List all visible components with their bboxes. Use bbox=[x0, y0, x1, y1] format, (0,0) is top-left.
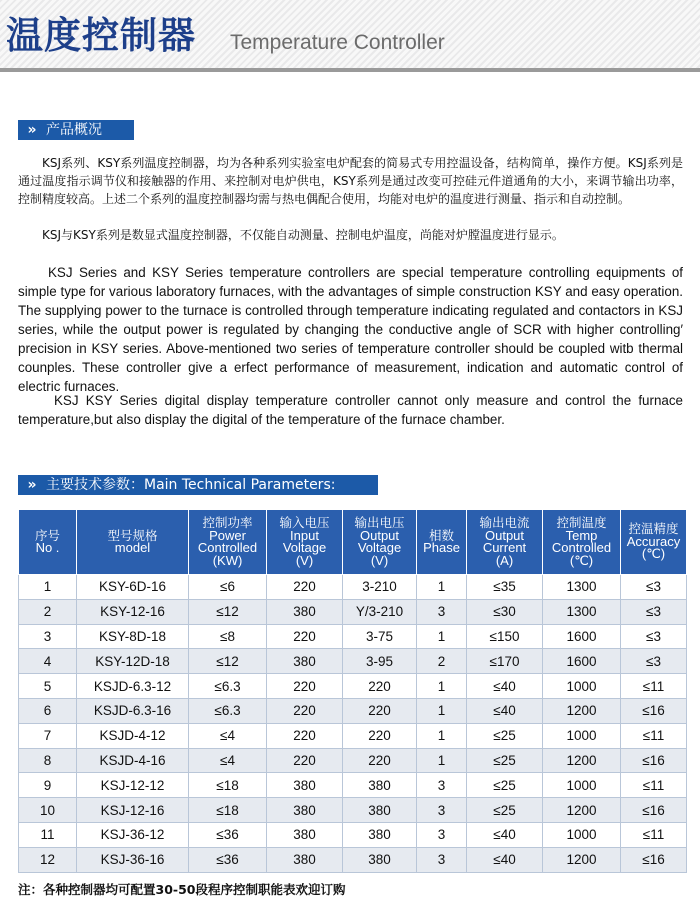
header-model bbox=[77, 510, 189, 575]
cell-power: ≤4 bbox=[189, 748, 267, 773]
cell-temp: 1300 bbox=[543, 575, 621, 600]
cell-power: ≤18 bbox=[189, 798, 267, 823]
cell-model: KSJ-12-12 bbox=[77, 773, 189, 798]
cell-input-voltage: 220 bbox=[267, 624, 343, 649]
cell-input-voltage: 220 bbox=[267, 748, 343, 773]
cell-output-current: ≤150 bbox=[467, 624, 543, 649]
cell-accuracy: ≤11 bbox=[621, 674, 687, 699]
cell-no: 2 bbox=[19, 599, 77, 624]
cell-no: 6 bbox=[19, 698, 77, 723]
cell-output-voltage: 220 bbox=[343, 698, 417, 723]
cell-output-voltage: Y/3-210 bbox=[343, 599, 417, 624]
header-input-voltage bbox=[267, 510, 343, 575]
header-en: Voltage bbox=[357, 540, 402, 555]
header-en: Temp bbox=[565, 527, 598, 543]
header-cn: 相数 bbox=[428, 527, 454, 543]
header-en: Controlled bbox=[551, 540, 612, 555]
cell-temp: 1000 bbox=[543, 822, 621, 847]
section-overview-bar bbox=[18, 120, 134, 140]
cell-output-voltage: 3-95 bbox=[343, 649, 417, 674]
cell-no: 9 bbox=[19, 773, 77, 798]
table-row bbox=[19, 649, 687, 674]
cell-model: KSJD-6.3-12 bbox=[77, 674, 189, 699]
cell-temp: 1000 bbox=[543, 773, 621, 798]
parameters-table bbox=[18, 509, 687, 873]
cell-phase: 1 bbox=[417, 674, 467, 699]
section-parameters-label: 主要技术参数：Main Technical Parameters: bbox=[46, 477, 336, 493]
cell-model: KSJD-6.3-16 bbox=[77, 698, 189, 723]
cell-input-voltage: 220 bbox=[267, 723, 343, 748]
cell-output-current: ≤35 bbox=[467, 575, 543, 600]
cell-phase: 1 bbox=[417, 698, 467, 723]
cell-accuracy: ≤3 bbox=[621, 624, 687, 649]
cell-no: 8 bbox=[19, 748, 77, 773]
cell-no: 12 bbox=[19, 847, 77, 872]
cell-accuracy: ≤16 bbox=[621, 847, 687, 872]
cell-accuracy: ≤11 bbox=[621, 822, 687, 847]
table-row bbox=[19, 674, 687, 699]
table-row bbox=[19, 575, 687, 600]
header-unit: (V) bbox=[295, 552, 314, 568]
cell-accuracy: ≤3 bbox=[621, 599, 687, 624]
cell-power: ≤12 bbox=[189, 649, 267, 674]
header-divider bbox=[0, 68, 700, 72]
header-en: Voltage bbox=[282, 540, 327, 555]
header-cn: 型号规格 bbox=[107, 527, 158, 543]
header-cn: 输出电流 bbox=[479, 515, 530, 530]
cell-output-voltage: 3-210 bbox=[343, 575, 417, 600]
cell-input-voltage: 380 bbox=[267, 773, 343, 798]
header-unit: (℃) bbox=[569, 552, 594, 568]
cell-temp: 1600 bbox=[543, 624, 621, 649]
table-row bbox=[19, 698, 687, 723]
section-overview-label: 产品概况 bbox=[46, 122, 102, 138]
header-accuracy bbox=[621, 510, 687, 575]
cell-input-voltage: 220 bbox=[267, 698, 343, 723]
cell-temp: 1200 bbox=[543, 748, 621, 773]
header-cn: 控温精度 bbox=[628, 521, 679, 537]
cell-phase: 1 bbox=[417, 723, 467, 748]
cell-model: KSY-12-16 bbox=[77, 599, 189, 624]
cell-phase: 1 bbox=[417, 624, 467, 649]
cell-temp: 1200 bbox=[543, 798, 621, 823]
double-chevron-icon: » bbox=[27, 122, 37, 138]
cell-output-voltage: 380 bbox=[343, 822, 417, 847]
cell-output-voltage: 380 bbox=[343, 847, 417, 872]
cell-output-current: ≤25 bbox=[467, 798, 543, 823]
header-en: Input bbox=[290, 527, 319, 543]
cell-accuracy: ≤16 bbox=[621, 698, 687, 723]
cell-power: ≤36 bbox=[189, 822, 267, 847]
cell-output-current: ≤40 bbox=[467, 847, 543, 872]
cell-no: 7 bbox=[19, 723, 77, 748]
header-en: Output bbox=[484, 527, 525, 543]
cell-output-voltage: 380 bbox=[343, 798, 417, 823]
cell-input-voltage: 220 bbox=[267, 575, 343, 600]
table-row bbox=[19, 798, 687, 823]
cell-input-voltage: 380 bbox=[267, 649, 343, 674]
table-row bbox=[19, 822, 687, 847]
header-output-voltage bbox=[343, 510, 417, 575]
cell-no: 3 bbox=[19, 624, 77, 649]
cell-power: ≤6.3 bbox=[189, 698, 267, 723]
cell-accuracy: ≤11 bbox=[621, 723, 687, 748]
header-en: model bbox=[114, 540, 151, 555]
cell-phase: 1 bbox=[417, 748, 467, 773]
cell-temp: 1200 bbox=[543, 698, 621, 723]
cell-power: ≤6.3 bbox=[189, 674, 267, 699]
cell-model: KSJD-4-12 bbox=[77, 723, 189, 748]
cell-no: 1 bbox=[19, 575, 77, 600]
cell-accuracy: ≤16 bbox=[621, 798, 687, 823]
cell-output-current: ≤25 bbox=[467, 748, 543, 773]
cell-output-current: ≤170 bbox=[467, 649, 543, 674]
header-en: Accuracy bbox=[626, 533, 681, 549]
cell-phase: 3 bbox=[417, 798, 467, 823]
cell-output-current: ≤40 bbox=[467, 674, 543, 699]
cell-phase: 1 bbox=[417, 575, 467, 600]
header-temp bbox=[543, 510, 621, 575]
cell-phase: 3 bbox=[417, 822, 467, 847]
page-header bbox=[0, 0, 700, 72]
cell-temp: 1600 bbox=[543, 649, 621, 674]
cell-input-voltage: 380 bbox=[267, 798, 343, 823]
page-title-en: Temperature Controller bbox=[230, 31, 445, 54]
cell-temp: 1000 bbox=[543, 674, 621, 699]
table-header-row bbox=[19, 510, 687, 575]
cell-accuracy: ≤11 bbox=[621, 773, 687, 798]
cell-output-voltage: 3-75 bbox=[343, 624, 417, 649]
cell-phase: 3 bbox=[417, 847, 467, 872]
cell-no: 11 bbox=[19, 822, 77, 847]
cell-model: KSJD-4-16 bbox=[77, 748, 189, 773]
header-unit: (A) bbox=[495, 552, 514, 568]
cell-power: ≤8 bbox=[189, 624, 267, 649]
cell-output-current: ≤30 bbox=[467, 599, 543, 624]
header-cn: 序号 bbox=[34, 527, 60, 543]
header-en: Current bbox=[482, 540, 527, 555]
cell-output-current: ≤25 bbox=[467, 773, 543, 798]
overview-paragraph-en-1: KSJ Series and KSY Series temperature controllers are special temperature controlling equipments of simple type for various laboratory furnaces, with the advantages of simple construction KSY and easy operation. The supplying power to the turnace is controlled through temperature indicating regulated and contactors in KSJ series, while the output power is regulated by changing the conductive angle of SCR with higher controlling′ precision in KSY series. Above-mentioned two series of temperature controller should be coupled witb thermal counples. These controller give a erfect performance of measurement, indication and automatic control of electric furnaces. bbox=[18, 265, 683, 394]
cell-model: KSJ-12-16 bbox=[77, 798, 189, 823]
header-cn: 输入电压 bbox=[279, 515, 330, 530]
cell-no: 5 bbox=[19, 674, 77, 699]
cell-output-voltage: 220 bbox=[343, 723, 417, 748]
table-row bbox=[19, 599, 687, 624]
cell-power: ≤18 bbox=[189, 773, 267, 798]
header-cn: 控制温度 bbox=[556, 515, 607, 530]
cell-output-voltage: 220 bbox=[343, 748, 417, 773]
cell-accuracy: ≤3 bbox=[621, 575, 687, 600]
header-en: Power bbox=[209, 527, 246, 543]
cell-input-voltage: 380 bbox=[267, 847, 343, 872]
table-body bbox=[19, 575, 687, 873]
cell-model: KSJ-36-16 bbox=[77, 847, 189, 872]
overview-paragraph-en-2: KSJ KSY Series digital display temperature controller cannot only measure and control the furnace temperature,but also display the digital of the temperature of the furnace chamber. bbox=[18, 393, 683, 427]
cell-power: ≤4 bbox=[189, 723, 267, 748]
table-row bbox=[19, 723, 687, 748]
header-en: Controlled bbox=[197, 540, 258, 555]
cell-model: KSY-8D-18 bbox=[77, 624, 189, 649]
footnote: 注：各种控制器均可配置30-50段程序控制职能表欢迎订购 bbox=[18, 882, 346, 897]
header-power bbox=[189, 510, 267, 575]
header-en: Output bbox=[359, 527, 400, 543]
table-row bbox=[19, 748, 687, 773]
cell-output-voltage: 220 bbox=[343, 674, 417, 699]
overview-paragraph-cn-2: KSJ与KSY系列是数显式温度控制器，不仅能自动测量、控制电炉温度，尚能对炉膛温度进行显示。 bbox=[42, 228, 564, 242]
cell-no: 10 bbox=[19, 798, 77, 823]
cell-input-voltage: 380 bbox=[267, 599, 343, 624]
cell-temp: 1300 bbox=[543, 599, 621, 624]
cell-temp: 1200 bbox=[543, 847, 621, 872]
header-no bbox=[19, 510, 77, 575]
cell-output-current: ≤25 bbox=[467, 723, 543, 748]
table-row bbox=[19, 624, 687, 649]
cell-phase: 2 bbox=[417, 649, 467, 674]
overview-paragraph-cn-1: KSJ系列、KSY系列温度控制器，均为各种系列实验室电炉配套的简易式专用控温设备，结构简单，操作方便。KSJ系列是通过温度指示调节仪和接触器的作用、来控制对电炉供电，KSY系列是通过改变可控硅元件道通角的大小，来调节输出功率，控制精度较高。上述二个系列的温度控制器均需与热电偶配合使用，均能对电炉的温度进行测量、指示和自动控制。 bbox=[18, 156, 683, 206]
cell-no: 4 bbox=[19, 649, 77, 674]
header-output-current bbox=[467, 510, 543, 575]
header-en: Phase bbox=[423, 540, 460, 555]
cell-accuracy: ≤16 bbox=[621, 748, 687, 773]
page-title-cn: 温度控制器 bbox=[6, 14, 196, 57]
cell-accuracy: ≤3 bbox=[621, 649, 687, 674]
header-cn: 输出电压 bbox=[354, 515, 405, 530]
double-chevron-icon: » bbox=[27, 477, 37, 493]
cell-output-current: ≤40 bbox=[467, 698, 543, 723]
section-parameters-bar bbox=[18, 475, 378, 495]
cell-model: KSJ-36-12 bbox=[77, 822, 189, 847]
cell-phase: 3 bbox=[417, 599, 467, 624]
cell-power: ≤36 bbox=[189, 847, 267, 872]
cell-phase: 3 bbox=[417, 773, 467, 798]
header-cn: 控制功率 bbox=[202, 515, 253, 530]
header-unit: (V) bbox=[370, 552, 389, 568]
cell-output-current: ≤40 bbox=[467, 822, 543, 847]
table-row bbox=[19, 847, 687, 872]
cell-power: ≤6 bbox=[189, 575, 267, 600]
header-unit: (℃) bbox=[641, 546, 666, 562]
cell-temp: 1000 bbox=[543, 723, 621, 748]
header-unit: (KW) bbox=[212, 552, 243, 568]
cell-model: KSY-6D-16 bbox=[77, 575, 189, 600]
cell-input-voltage: 220 bbox=[267, 674, 343, 699]
table-row bbox=[19, 773, 687, 798]
cell-input-voltage: 380 bbox=[267, 822, 343, 847]
cell-power: ≤12 bbox=[189, 599, 267, 624]
cell-model: KSY-12D-18 bbox=[77, 649, 189, 674]
header-phase bbox=[417, 510, 467, 575]
header-en: No . bbox=[35, 540, 60, 555]
cell-output-voltage: 380 bbox=[343, 773, 417, 798]
